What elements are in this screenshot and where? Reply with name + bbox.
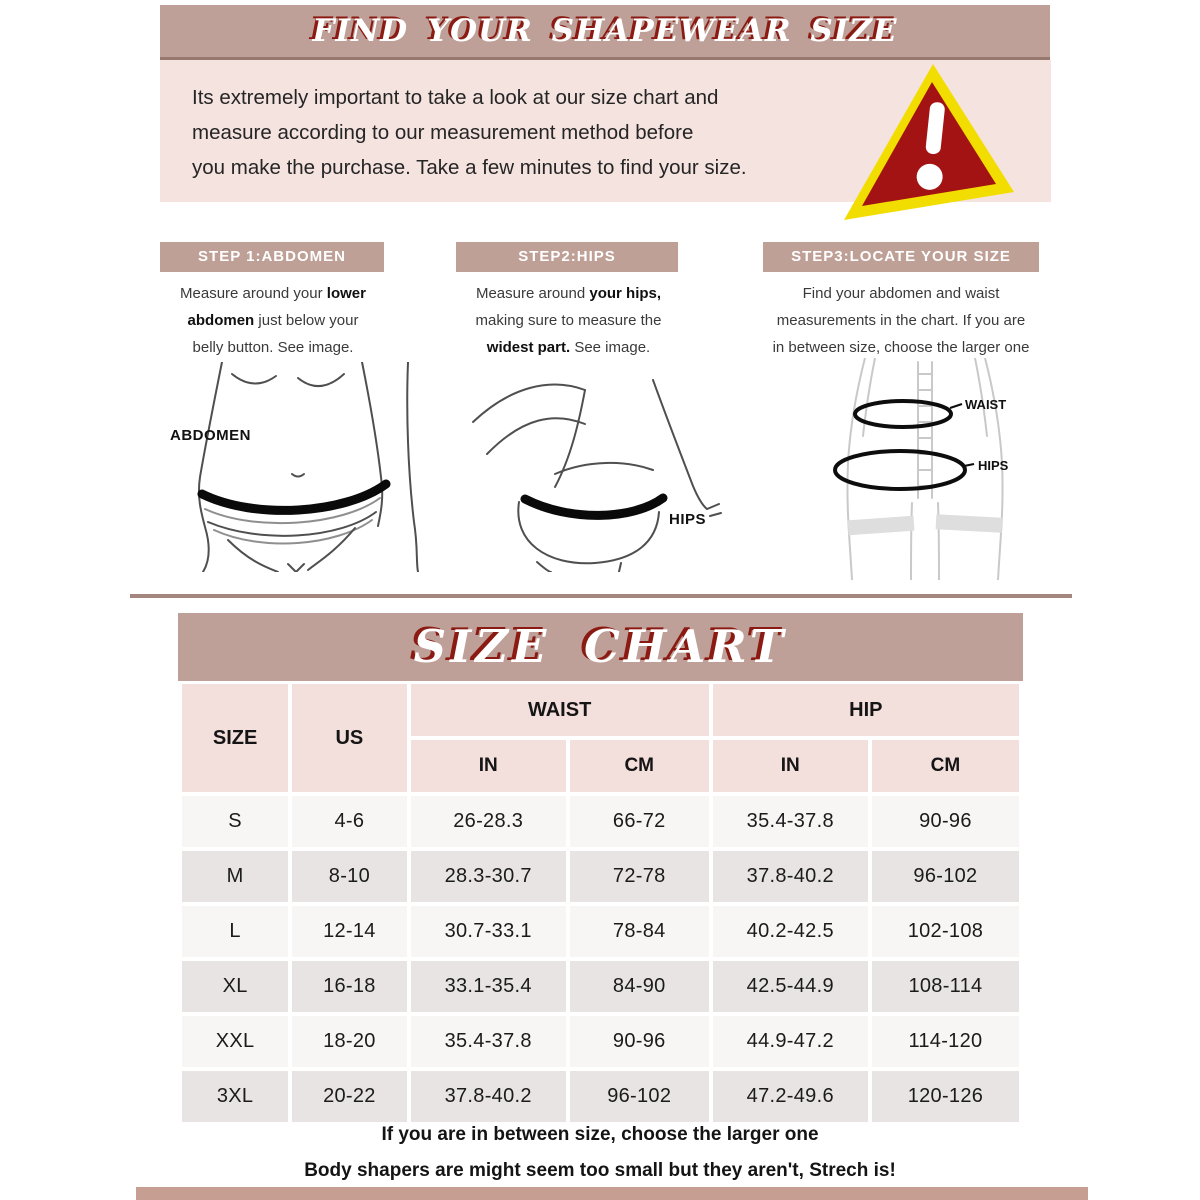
- size-chart-table: [178, 680, 1023, 1126]
- hips-figure: [455, 362, 755, 572]
- cell-waist-in: 37.8-40.2: [411, 1071, 566, 1122]
- cell-waist-in: 33.1-35.4: [411, 961, 566, 1012]
- cell-size: S: [182, 796, 288, 847]
- column-header-waist: WAIST: [411, 684, 709, 736]
- cell-us: 4-6: [292, 796, 406, 847]
- step-3-text3: in between size, choose the larger one: [772, 339, 1030, 356]
- step-1-header: STEP 1:ABDOMEN: [160, 242, 384, 272]
- cell-hip-cm: 108-114: [872, 961, 1019, 1012]
- intro-line-3: you make the purchase. Take a few minutes to find your size.: [192, 156, 747, 179]
- cell-hip-cm: 102-108: [872, 906, 1019, 957]
- cell-us: 16-18: [292, 961, 406, 1012]
- step-2-header: STEP2:HIPS: [456, 242, 678, 272]
- step-1-bold: lower: [326, 285, 366, 302]
- cell-waist-in: 26-28.3: [411, 796, 566, 847]
- subheader-hip-cm: CM: [872, 740, 1019, 792]
- cell-us: 18-20: [292, 1016, 406, 1067]
- locate-size-figure: [790, 358, 1070, 580]
- size-chart-title: SIZE CHART: [413, 620, 788, 673]
- step-3-text: Find your abdomen and waist: [802, 285, 1000, 302]
- cell-waist-in: 35.4-37.8: [411, 1016, 566, 1067]
- step-1-description: [148, 280, 398, 361]
- figure-label-hips-2: HIPS: [978, 458, 1009, 473]
- subheader-hip-in: IN: [713, 740, 868, 792]
- figure-label-waist: WAIST: [965, 397, 1007, 412]
- step-3-description: [750, 280, 1052, 361]
- warning-triangle-icon: [836, 60, 1018, 232]
- figure-label-abdomen: ABDOMEN: [170, 427, 251, 444]
- cell-hip-in: 37.8-40.2: [713, 851, 868, 902]
- intro-line-2: measure according to our measurement method before: [192, 121, 694, 144]
- table-row-xl: [182, 961, 1019, 1012]
- step-2-text3: See image.: [570, 339, 651, 356]
- table-row-xxl: [182, 1016, 1019, 1067]
- table-row-l: [182, 906, 1019, 957]
- cell-waist-cm: 84-90: [570, 961, 709, 1012]
- cell-hip-cm: 120-126: [872, 1071, 1019, 1122]
- note-stretch: Body shapers are might seem too small but they aren't, Strech is!: [304, 1160, 896, 1181]
- step-2-text2: making sure to measure the: [475, 312, 662, 329]
- page-title: FIND YOUR SHAPEWEAR SIZE: [312, 13, 898, 49]
- step-2-text: Measure around: [475, 285, 590, 302]
- size-chart-title-bar: [178, 613, 1023, 681]
- intro-line-1: Its extremely important to take a look at our size chart and: [192, 86, 719, 109]
- step-2-bold: your hips,: [589, 285, 662, 302]
- cell-size: M: [182, 851, 288, 902]
- cell-waist-cm: 96-102: [570, 1071, 709, 1122]
- cell-hip-in: 44.9-47.2: [713, 1016, 868, 1067]
- step-1-text2: just below your: [254, 312, 359, 329]
- step-2-description: [446, 280, 691, 361]
- cell-size: L: [182, 906, 288, 957]
- step-1-text3: belly button. See image.: [192, 339, 354, 356]
- column-header-size: SIZE: [182, 684, 288, 792]
- cell-us: 8-10: [292, 851, 406, 902]
- table-row-s: [182, 796, 1019, 847]
- section-divider: [130, 594, 1072, 598]
- cell-waist-in: 28.3-30.7: [411, 851, 566, 902]
- cell-waist-in: 30.7-33.1: [411, 906, 566, 957]
- cell-hip-cm: 96-102: [872, 851, 1019, 902]
- title-bar: [160, 5, 1050, 60]
- step-2-bold2: widest part.: [486, 339, 571, 356]
- bottom-bar: [136, 1187, 1088, 1200]
- step-1-bold2: abdomen: [187, 312, 255, 329]
- step-3-header: STEP3:LOCATE YOUR SIZE: [763, 242, 1039, 272]
- table-row-3xl: [182, 1071, 1019, 1122]
- abdomen-figure: [150, 362, 460, 572]
- cell-hip-in: 47.2-49.6: [713, 1071, 868, 1122]
- step-3-text2: measurements in the chart. If you are: [776, 312, 1026, 329]
- cell-hip-cm: 90-96: [872, 796, 1019, 847]
- cell-hip-in: 35.4-37.8: [713, 796, 868, 847]
- cell-size: XXL: [182, 1016, 288, 1067]
- subheader-waist-cm: CM: [570, 740, 709, 792]
- note-between-size: If you are in between size, choose the larger one: [381, 1124, 819, 1145]
- column-header-us: US: [292, 684, 406, 792]
- cell-hip-in: 42.5-44.9: [713, 961, 868, 1012]
- table-row-m: [182, 851, 1019, 902]
- cell-waist-cm: 78-84: [570, 906, 709, 957]
- cell-size: XL: [182, 961, 288, 1012]
- intro-paragraph: [192, 80, 832, 185]
- cell-us: 12-14: [292, 906, 406, 957]
- step-1-text: Measure around your: [180, 285, 327, 302]
- cell-waist-cm: 72-78: [570, 851, 709, 902]
- cell-size: 3XL: [182, 1071, 288, 1122]
- cell-hip-in: 40.2-42.5: [713, 906, 868, 957]
- cell-hip-cm: 114-120: [872, 1016, 1019, 1067]
- column-header-hip: HIP: [713, 684, 1019, 736]
- cell-waist-cm: 66-72: [570, 796, 709, 847]
- cell-us: 20-22: [292, 1071, 406, 1122]
- figure-label-hips: HIPS: [669, 511, 707, 528]
- subheader-waist-in: IN: [411, 740, 566, 792]
- cell-waist-cm: 90-96: [570, 1016, 709, 1067]
